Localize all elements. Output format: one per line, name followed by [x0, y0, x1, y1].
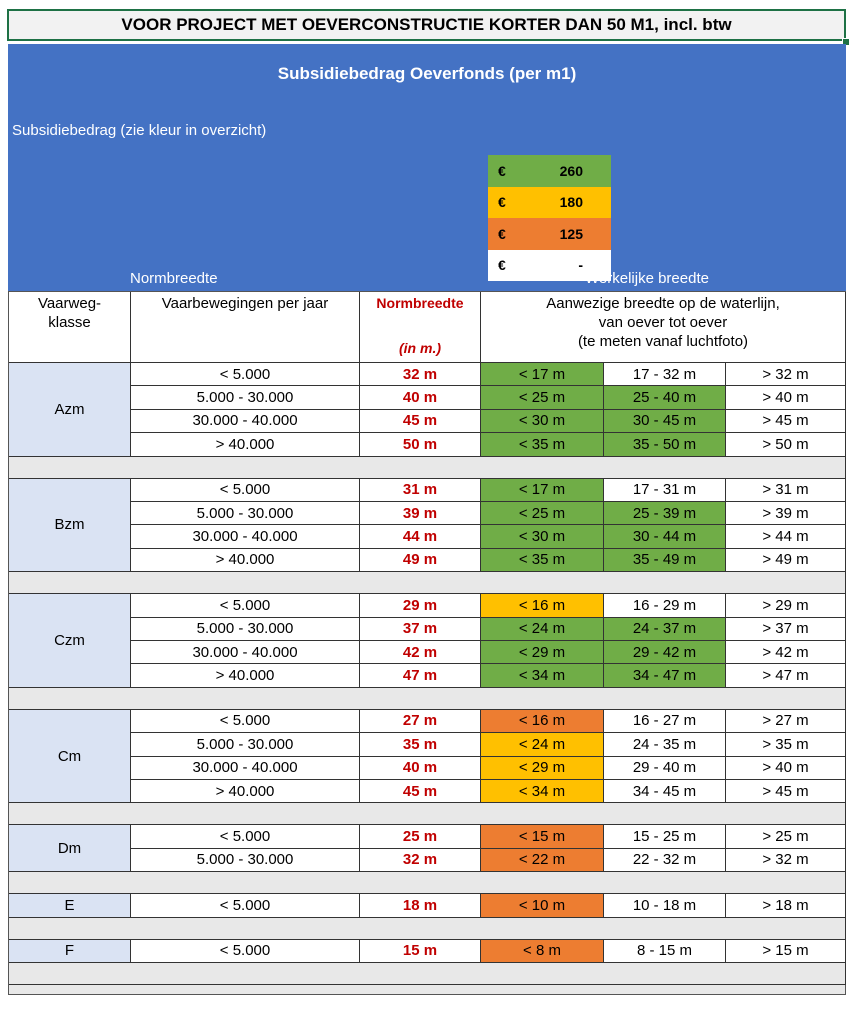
spacer-row	[9, 572, 846, 594]
width-below-cell[interactable]: < 30 m	[481, 525, 604, 548]
width-range-cell[interactable]: 10 - 18 m	[604, 894, 726, 917]
width-above-cell[interactable]: > 44 m	[726, 525, 846, 548]
width-below-cell[interactable]: < 25 m	[481, 386, 604, 409]
width-below-cell[interactable]: < 30 m	[481, 410, 604, 433]
vaarbewegingen-cell[interactable]: < 5.000	[131, 363, 360, 386]
subsidy-header-block	[8, 44, 846, 291]
width-above-cell[interactable]: > 35 m	[726, 733, 846, 756]
normbreedte-cell[interactable]: 18 m	[360, 894, 481, 917]
width-range-cell[interactable]: 24 - 35 m	[604, 733, 726, 756]
width-range-cell[interactable]: 30 - 45 m	[604, 410, 726, 433]
vaarbewegingen-cell[interactable]: < 5.000	[131, 825, 360, 848]
width-above-cell[interactable]: > 45 m	[726, 780, 846, 803]
legend-amount: 260	[559, 162, 583, 179]
width-range-cell[interactable]: 17 - 31 m	[604, 479, 726, 502]
actual-width-header: Werkelijke breedte	[585, 270, 709, 287]
normbreedte-cell[interactable]: 29 m	[360, 594, 481, 617]
header-klasse[interactable]: Vaarweg- klasse	[9, 292, 131, 363]
width-above-cell[interactable]: > 45 m	[726, 410, 846, 433]
normbreedte-cell[interactable]: 45 m	[360, 780, 481, 803]
klasse-dm[interactable]: Dm	[9, 825, 131, 872]
vaarbewegingen-cell[interactable]: 30.000 - 40.000	[131, 757, 360, 780]
width-below-cell[interactable]: < 25 m	[481, 502, 604, 525]
normbreedte-cell[interactable]: 47 m	[360, 664, 481, 687]
klasse-f[interactable]: F	[9, 940, 131, 963]
subsidy-heading: Subsidiebedrag Oeverfonds (per m1)	[277, 64, 577, 83]
width-above-cell[interactable]: > 47 m	[726, 664, 846, 687]
spacer-row	[9, 803, 846, 825]
subsidy-legend	[488, 155, 611, 281]
header-aanwezige-breedte[interactable]: Aanwezige breedte op de waterlijn, van oever tot oever (te meten vanaf luchtfoto)	[481, 292, 846, 363]
normbreedte-cell[interactable]: 50 m	[360, 433, 481, 456]
width-range-cell[interactable]: 30 - 44 m	[604, 525, 726, 548]
normbreedte-cell[interactable]: 31 m	[360, 479, 481, 502]
spacer-row	[9, 457, 846, 479]
legend-amount: -	[578, 257, 583, 274]
normbreedte-cell[interactable]: 15 m	[360, 940, 481, 963]
width-range-cell[interactable]: 34 - 47 m	[604, 664, 726, 687]
width-range-cell[interactable]: 35 - 49 m	[604, 549, 726, 572]
legend-amount: 125	[559, 225, 583, 242]
legend-row	[488, 218, 611, 250]
width-below-cell[interactable]: < 17 m	[481, 363, 604, 386]
width-above-cell[interactable]: > 25 m	[726, 825, 846, 848]
width-range-cell[interactable]: 34 - 45 m	[604, 780, 726, 803]
width-below-cell[interactable]: < 8 m	[481, 940, 604, 963]
normbreedte-cell[interactable]: 40 m	[360, 386, 481, 409]
width-above-cell[interactable]: > 40 m	[726, 386, 846, 409]
legend-amount: 180	[559, 194, 583, 211]
vaarbewegingen-cell[interactable]: 5.000 - 30.000	[131, 502, 360, 525]
width-table	[8, 291, 846, 995]
vaarbewegingen-cell[interactable]: 5.000 - 30.000	[131, 849, 360, 872]
klasse-bzm[interactable]: Bzm	[9, 479, 131, 573]
vaarbewegingen-cell[interactable]: 30.000 - 40.000	[131, 410, 360, 433]
width-range-cell[interactable]: 29 - 42 m	[604, 641, 726, 664]
vaarbewegingen-cell[interactable]: < 5.000	[131, 710, 360, 733]
width-range-cell[interactable]: 8 - 15 m	[604, 940, 726, 963]
width-range-cell[interactable]: 22 - 32 m	[604, 849, 726, 872]
legend-label: Subsidiebedrag (zie kleur in overzicht)	[12, 122, 267, 139]
normbreedte-cell[interactable]: 32 m	[360, 849, 481, 872]
width-below-cell[interactable]: < 15 m	[481, 825, 604, 848]
klasse-e[interactable]: E	[9, 894, 131, 917]
legend-row	[488, 187, 611, 219]
width-range-cell[interactable]: 25 - 39 m	[604, 502, 726, 525]
normbreedte-cell[interactable]: 45 m	[360, 410, 481, 433]
title-cell[interactable]	[7, 9, 846, 41]
width-above-cell[interactable]: > 15 m	[726, 940, 846, 963]
width-range-cell[interactable]: 16 - 29 m	[604, 594, 726, 617]
page-title: VOOR PROJECT MET OEVERCONSTRUCTIE KORTER DAN 50 M1, incl. btw	[121, 15, 732, 34]
normbreedte-cell[interactable]: 27 m	[360, 710, 481, 733]
vaarbewegingen-cell[interactable]: > 40.000	[131, 549, 360, 572]
width-above-cell[interactable]: > 32 m	[726, 363, 846, 386]
spacer-row	[9, 918, 846, 940]
width-range-cell[interactable]: 24 - 37 m	[604, 618, 726, 641]
width-below-cell[interactable]: < 35 m	[481, 433, 604, 456]
spacer-row	[9, 688, 846, 710]
width-above-cell[interactable]: > 49 m	[726, 549, 846, 572]
vaarbewegingen-cell[interactable]: < 5.000	[131, 594, 360, 617]
width-above-cell[interactable]: > 40 m	[726, 757, 846, 780]
width-below-cell[interactable]: < 34 m	[481, 664, 604, 687]
width-range-cell[interactable]: 17 - 32 m	[604, 363, 726, 386]
width-below-cell[interactable]: < 24 m	[481, 733, 604, 756]
vaarbewegingen-cell[interactable]: 30.000 - 40.000	[131, 525, 360, 548]
klasse-cm[interactable]: Cm	[9, 710, 131, 804]
width-above-cell[interactable]: > 18 m	[726, 894, 846, 917]
width-below-cell[interactable]: < 29 m	[481, 757, 604, 780]
width-below-cell[interactable]: < 34 m	[481, 780, 604, 803]
normbreedte-cell[interactable]: 49 m	[360, 549, 481, 572]
vaarbewegingen-cell[interactable]: < 5.000	[131, 894, 360, 917]
width-range-cell[interactable]: 15 - 25 m	[604, 825, 726, 848]
legend-currency: €	[498, 257, 506, 274]
width-below-cell[interactable]: < 10 m	[481, 894, 604, 917]
width-range-cell[interactable]: 16 - 27 m	[604, 710, 726, 733]
width-above-cell[interactable]: > 39 m	[726, 502, 846, 525]
width-above-cell[interactable]: > 27 m	[726, 710, 846, 733]
width-below-cell[interactable]: < 35 m	[481, 549, 604, 572]
vaarbewegingen-cell[interactable]: 5.000 - 30.000	[131, 618, 360, 641]
width-above-cell[interactable]: > 42 m	[726, 641, 846, 664]
normbreedte-cell[interactable]: 39 m	[360, 502, 481, 525]
vaarbewegingen-cell[interactable]: > 40.000	[131, 433, 360, 456]
header-normbreedte[interactable]	[360, 292, 481, 363]
klasse-azm[interactable]: Azm	[9, 363, 131, 457]
legend-currency: €	[498, 225, 506, 242]
width-above-cell[interactable]: > 50 m	[726, 433, 846, 456]
vaarbewegingen-cell[interactable]: < 5.000	[131, 479, 360, 502]
legend-row	[488, 155, 611, 187]
width-range-cell[interactable]: 35 - 50 m	[604, 433, 726, 456]
width-above-cell[interactable]: > 29 m	[726, 594, 846, 617]
vaarbewegingen-cell[interactable]: > 40.000	[131, 664, 360, 687]
klasse-czm[interactable]: Czm	[9, 594, 131, 688]
width-above-cell[interactable]: > 32 m	[726, 849, 846, 872]
width-below-cell[interactable]: < 24 m	[481, 618, 604, 641]
vaarbewegingen-cell[interactable]: 5.000 - 30.000	[131, 386, 360, 409]
normbreedte-cell[interactable]: 37 m	[360, 618, 481, 641]
normbreedte-cell[interactable]: 40 m	[360, 757, 481, 780]
width-above-cell[interactable]: > 31 m	[726, 479, 846, 502]
header-norm-label: Normbreedte	[376, 295, 464, 311]
spacer-row	[9, 963, 846, 985]
width-below-cell[interactable]: < 17 m	[481, 479, 604, 502]
width-below-cell[interactable]: < 29 m	[481, 641, 604, 664]
normbreedte-cell[interactable]: 25 m	[360, 825, 481, 848]
legend-currency: €	[498, 162, 506, 179]
width-below-cell[interactable]: < 16 m	[481, 594, 604, 617]
norm-width-header: Normbreedte	[130, 270, 218, 287]
width-range-cell[interactable]: 29 - 40 m	[604, 757, 726, 780]
normbreedte-cell[interactable]: 42 m	[360, 641, 481, 664]
width-below-cell[interactable]: < 22 m	[481, 849, 604, 872]
spacer-row	[9, 872, 846, 894]
vaarbewegingen-cell[interactable]: 5.000 - 30.000	[131, 733, 360, 756]
normbreedte-cell[interactable]: 35 m	[360, 733, 481, 756]
width-above-cell[interactable]: > 37 m	[726, 618, 846, 641]
vaarbewegingen-cell[interactable]: > 40.000	[131, 780, 360, 803]
width-below-cell[interactable]: < 16 m	[481, 710, 604, 733]
vaarbewegingen-cell[interactable]: < 5.000	[131, 940, 360, 963]
legend-currency: €	[498, 194, 506, 211]
width-range-cell[interactable]: 25 - 40 m	[604, 386, 726, 409]
header-vaarbewegingen[interactable]: Vaarbewegingen per jaar	[131, 292, 360, 363]
header-norm-unit: (in m.)	[399, 340, 441, 356]
normbreedte-cell[interactable]: 44 m	[360, 525, 481, 548]
vaarbewegingen-cell[interactable]: 30.000 - 40.000	[131, 641, 360, 664]
normbreedte-cell[interactable]: 32 m	[360, 363, 481, 386]
